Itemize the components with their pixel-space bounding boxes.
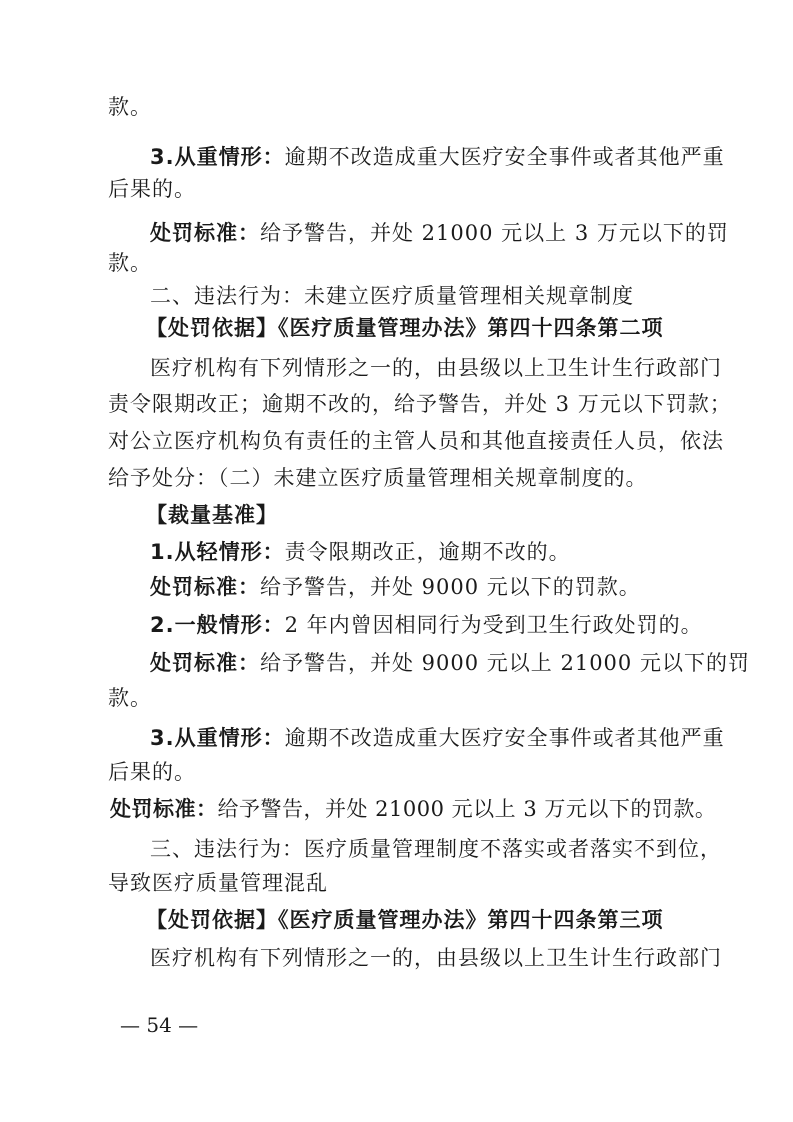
line-label: 3.从重情形：: [150, 145, 285, 169]
paragraph-line: [108, 389, 732, 419]
line-text: 【裁量基准】: [146, 503, 278, 527]
line-text: 给予警告，并处 9000 元以下的罚款。: [260, 575, 641, 599]
line-label: 处罚标准：: [150, 221, 260, 245]
section-heading-continued: [108, 868, 698, 898]
penalty-basis-heading: [146, 313, 698, 343]
paragraph-line: [108, 174, 698, 204]
paragraph-line: [150, 723, 725, 753]
line-text: 后果的。: [108, 760, 196, 784]
line-text: 对公立医疗机构负有责任的主管人员和其他直接责任人员，依法: [108, 429, 724, 453]
paragraph-line: [108, 463, 698, 493]
paragraph-line: [108, 92, 698, 122]
line-text: 逾期不改造成重大医疗安全事件或者其他严重: [284, 145, 725, 169]
paragraph-line: [108, 426, 724, 456]
paragraph-line: [150, 537, 698, 567]
paragraph-line: [150, 218, 729, 248]
line-text: 给予警告，并处 21000 元以上 3 万元以下的罚: [260, 221, 729, 245]
paragraph-line: [150, 142, 725, 172]
paragraph-line: [150, 648, 750, 678]
line-text: 逾期不改造成重大医疗安全事件或者其他严重: [284, 726, 725, 750]
line-text: 【处罚依据】《医疗质量管理办法》第四十四条第二项: [146, 316, 664, 340]
penalty-basis-heading: [146, 905, 698, 935]
paragraph-line: [110, 794, 717, 824]
line-text: 医疗机构有下列情形之一的，由县级以上卫生计生行政部门: [150, 946, 722, 970]
line-text: 【处罚依据】《医疗质量管理办法》第四十四条第三项: [146, 908, 664, 932]
paragraph-line: [150, 353, 722, 383]
line-label: 处罚标准：: [150, 575, 260, 599]
paragraph-line: [108, 683, 698, 713]
line-label: 处罚标准：: [110, 797, 218, 821]
paragraph-line: [150, 943, 722, 973]
line-label: 2.一般情形：: [150, 613, 285, 637]
line-label: 1.从轻情形：: [150, 540, 285, 564]
line-text: 给予警告，并处 9000 元以上 21000 元以下的罚: [260, 651, 750, 675]
paragraph-line: [108, 757, 698, 787]
line-text: 给予处分：（二）未建立医疗质量管理相关规章制度的。: [108, 466, 648, 490]
line-text: 责令限期改正，逾期不改的。: [284, 540, 571, 564]
line-text: 责令限期改正；逾期不改的，给予警告，并处 3 万元以下罚款；: [108, 392, 732, 416]
line-label: 3.从重情形：: [150, 726, 285, 750]
paragraph-line: [150, 610, 703, 640]
line-text: 医疗机构有下列情形之一的，由县级以上卫生计生行政部门: [150, 356, 722, 380]
line-text: 2 年内曾因相同行为受到卫生行政处罚的。: [284, 613, 703, 637]
page-number: — 54 —: [120, 1013, 199, 1037]
discretion-heading: [146, 500, 698, 530]
line-text: 款。: [108, 686, 152, 710]
line-text: 三、违法行为：医疗质量管理制度不落实或者落实不到位，: [150, 837, 722, 861]
section-heading: [150, 281, 698, 311]
line-text: 款。: [108, 95, 152, 119]
line-text: 二、违法行为：未建立医疗质量管理相关规章制度: [150, 284, 634, 308]
section-heading: [150, 834, 722, 864]
line-text: 导致医疗质量管理混乱: [108, 871, 328, 895]
paragraph-line: [150, 572, 698, 602]
line-text: 款。: [108, 251, 152, 275]
line-text: 给予警告，并处 21000 元以上 3 万元以下的罚款。: [217, 797, 717, 821]
paragraph-line: [108, 248, 698, 278]
line-text: 后果的。: [108, 177, 196, 201]
line-label: 处罚标准：: [150, 651, 260, 675]
